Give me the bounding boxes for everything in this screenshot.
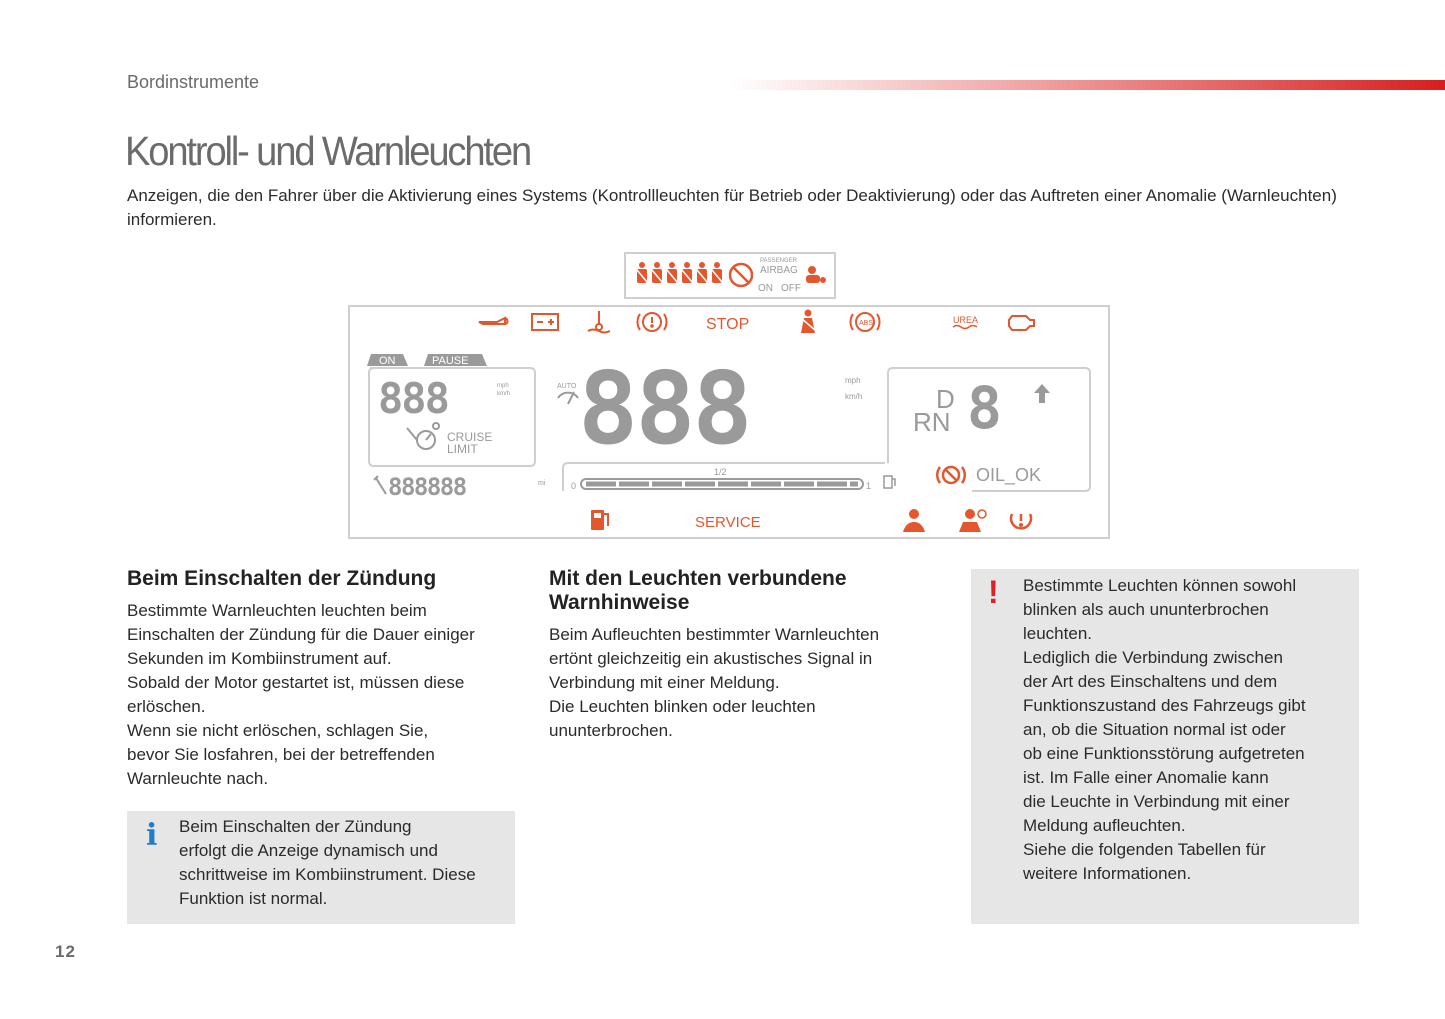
airbag-passenger-label: PASSENGER [760, 258, 797, 264]
warning-text: Bestimmte Leuchten können sowohl blinken als auch ununterbrochen leuchten. Lediglich die Verbindung zwischen der Art des Einschaltens und dem Funktionszustand des Fahrzeugs gibt an, ob die Situation normal ist oder ob eine Funktionsstörung aufgetreten ist. Im Falle einer Anomalie kann die Leuchte in Verbindung mit einer Meldung aufleuchten. Siehe die folgenden Tabellen für weitere Informationen. [1023, 576, 1306, 883]
pause-label: PAUSE [432, 355, 469, 367]
fuel-empty-label: 0 [571, 481, 577, 491]
ignition-heading: Beim Einschalten der Zündung [127, 567, 437, 590]
main-speed-digits: 888 [578, 350, 750, 467]
cruise-speed-digits: 888 [378, 374, 448, 423]
cruise-kmh-unit: km/h [497, 391, 511, 397]
gear-rn-label: RN [913, 407, 951, 437]
gear-digit: 8 [967, 374, 1002, 442]
service-warning: SERVICE [695, 514, 761, 531]
section-title: Bordinstrumente [127, 72, 260, 92]
abs-label: ABS [859, 320, 874, 327]
info-icon: i [146, 818, 158, 853]
airbag-label: AIRBAG [760, 265, 798, 276]
info-text: Beim Einschalten der Zündung erfolgt die Anzeige dynamisch und schrittweise im Kombiinstrument. Diese Funktion ist normal. [179, 817, 476, 908]
airbag-on-label: ON [758, 283, 773, 294]
intro-paragraph: Anzeigen, die den Fahrer über die Aktivierung eines Systems (Kontrollleuchten für Betrieb oder Deaktivierung) oder das Auftreten einer Anomalie (Warnleuchten) informieren. [127, 186, 1337, 229]
gear-d-label: D [936, 384, 955, 414]
warnings-text: Beim Aufleuchten bestimmter Warnleuchten ertönt gleichzeitig ein akustisches Signal in Verbindung mit einer Meldung. Die Leuchten blinken oder leuchten ununterbrochen. [549, 625, 880, 740]
odometer-digits: 888888 [388, 473, 466, 501]
ignition-text: Bestimmte Warnleuchten leuchten beim Einschalten der Zündung für die Dauer einiger Sekunden im Kombiinstrument auf. Sobald der Motor gestartet ist, müssen diese erlöschen. Wenn sie nicht erlöschen, schlagen Sie, bevor Sie losfahren, bei der betreffenden Warnleuchte nach. [127, 601, 475, 788]
urea-label: UREA [953, 315, 979, 325]
cruise-mph-unit: mph [497, 383, 509, 389]
fuel-half-label: 1/2 [714, 467, 727, 477]
on-label: ON [379, 355, 396, 367]
main-kmh-unit: km/h [845, 392, 863, 401]
stop-warning: STOP [706, 316, 750, 333]
fuel-full-label: 1 [866, 481, 872, 491]
airbag-off-label: OFF [781, 283, 801, 294]
limit-label: LIMIT [447, 442, 478, 456]
auto-label: AUTO [557, 383, 577, 390]
oil-ok-label: OIL_OK [976, 465, 1042, 485]
exclamation-icon: ! [988, 574, 999, 610]
warnings-heading: Mit den Leuchten verbundene Warnhinweise [549, 567, 847, 614]
odometer-unit: mi [538, 480, 546, 487]
page-number: 12 [55, 942, 76, 961]
cruise-label: CRUISE [447, 430, 493, 444]
main-mph-unit: mph [845, 376, 861, 385]
page-title: Kontroll- und Warnleuchten [125, 128, 531, 174]
